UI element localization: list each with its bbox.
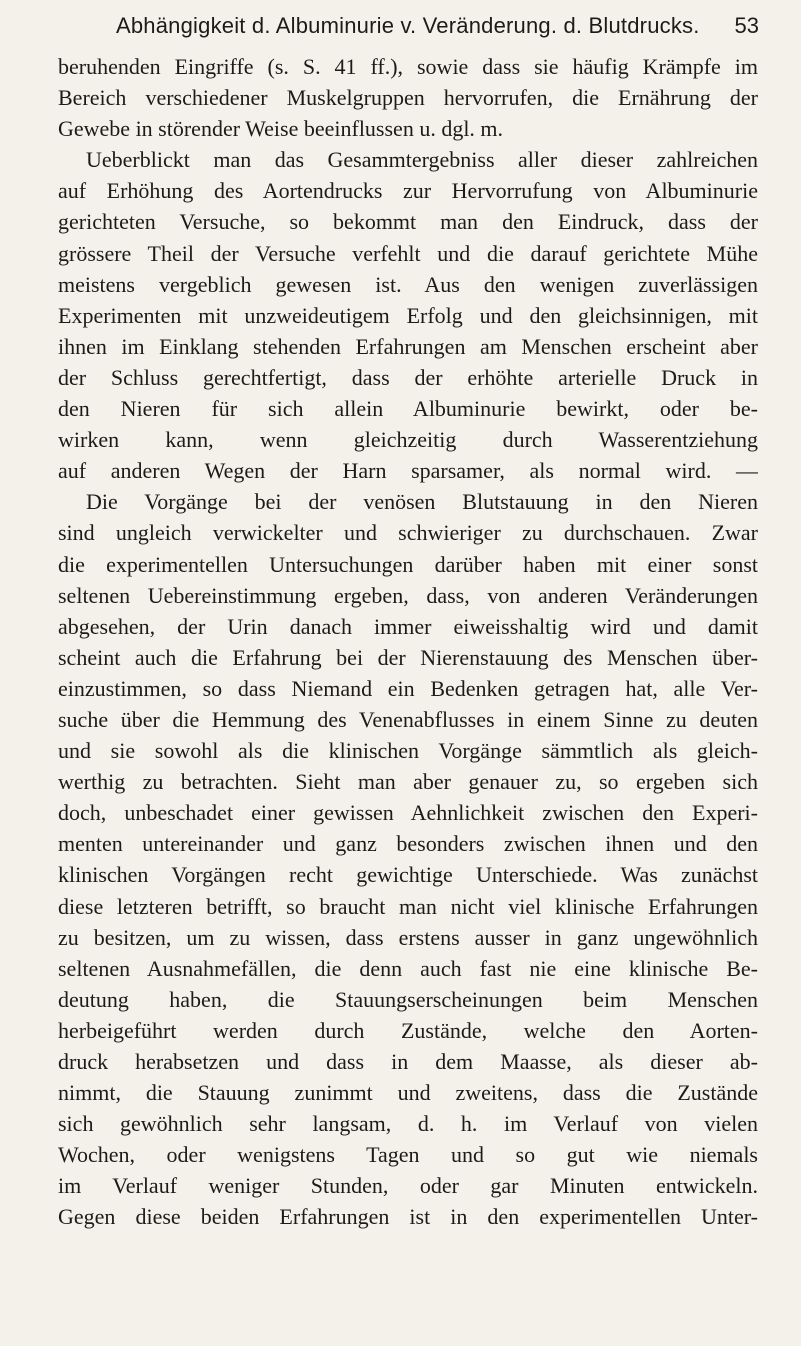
text-line: die experimentellen Untersuchungen darüber haben mit einer sonst xyxy=(58,551,758,577)
text-line: seltenen Ausnahmefällen, die denn auch fast nie eine klinische Be- xyxy=(58,955,758,981)
text-line: sich gewöhnlich sehr langsam, d. h. im Verlauf von vielen xyxy=(58,1111,758,1137)
body-text xyxy=(58,51,758,1233)
text-line: klinischen Vorgängen recht gewichtige Unterschiede. Was zunächst xyxy=(58,862,758,888)
text-line: im Verlauf weniger Stunden, oder gar Minuten entwickeln. xyxy=(58,1173,758,1199)
text-line: Gewebe in störender Weise beeinflussen u. dgl. m. xyxy=(58,116,504,142)
text-line: auf anderen Wegen der Harn sparsamer, als normal wird. — xyxy=(58,458,758,484)
text-line: zu besitzen, um zu wissen, dass erstens ausser in ganz ungewöhnlich xyxy=(58,924,758,950)
text-line: wirken kann, wenn gleichzeitig durch Wasserentziehung xyxy=(58,427,758,453)
text-line: druck herabsetzen und dass in dem Maasse, als dieser ab- xyxy=(58,1049,758,1074)
text-line: deutung haben, die Stauungserscheinungen beim Menschen xyxy=(58,986,758,1012)
text-line: Die Vorgänge bei der venösen Blutstauung in den Nieren xyxy=(86,489,758,515)
text-line: suche über die Hemmung des Venenabflusses in einem Sinne zu deuten xyxy=(58,706,758,732)
text-line: einzustimmen, so dass Niemand ein Bedenken getragen hat, alle Ver- xyxy=(58,675,758,701)
running-head xyxy=(58,7,759,41)
text-line: diese letzteren betrifft, so braucht man nicht viel klinische Erfahrungen xyxy=(58,893,758,919)
text-line: Experimenten mit unzweideutigem Erfolg und den gleichsinnigen, mit xyxy=(58,302,758,328)
text-line: ihnen im Einklang stehenden Erfahrungen am Menschen erscheint aber xyxy=(58,333,758,359)
text-line: und sie sowohl als die klinischen Vorgänge sämmtlich als gleich- xyxy=(58,738,758,764)
text-line: grössere Theil der Versuche verfehlt und die darauf gerichtete Mühe xyxy=(58,240,758,266)
running-title: Abhängigkeit d. Albuminurie v. Veränderung. d. Blutdrucks. xyxy=(116,13,700,38)
text-line: werthig zu betrachten. Sieht man aber genauer zu, so ergeben sich xyxy=(58,769,758,795)
text-line: doch, unbeschadet einer gewissen Aehnlichkeit zwischen den Experi- xyxy=(58,800,758,826)
text-line: beruhenden Eingriffe (s. S. 41 ff.), sowie dass sie häufig Krämpfe im xyxy=(58,54,758,79)
page-number: 53 xyxy=(734,13,759,38)
text-line: abgesehen, der Urin danach immer eiweisshaltig wird und damit xyxy=(58,613,758,639)
text-line: menten untereinander und ganz besonders zwischen ihnen und den xyxy=(58,831,758,857)
text-line: Gegen diese beiden Erfahrungen ist in den experimentellen Unter- xyxy=(58,1204,758,1230)
text-line: herbeigeführt werden durch Zustände, welche den Aorten- xyxy=(58,1017,758,1043)
text-line: den Nieren für sich allein Albuminurie bewirkt, oder be- xyxy=(58,396,758,422)
text-line: auf Erhöhung des Aortendrucks zur Hervorrufung von Albuminurie xyxy=(58,178,758,204)
text-line: sind ungleich verwickelter und schwieriger zu durchschauen. Zwar xyxy=(58,520,758,546)
text-line: Wochen, oder wenigstens Tagen und so gut wie niemals xyxy=(58,1142,758,1168)
text-line: scheint auch die Erfahrung bei der Nierenstauung des Menschen über- xyxy=(58,644,758,670)
text-line: Ueberblickt man das Gesammtergebniss aller dieser zahlreichen xyxy=(86,147,758,173)
text-line: meistens vergeblich gewesen ist. Aus den wenigen zuverlässigen xyxy=(58,271,758,297)
text-line: seltenen Uebereinstimmung ergeben, dass, von anderen Veränderungen xyxy=(58,582,758,608)
text-line: der Schluss gerechtfertigt, dass der erhöhte arterielle Druck in xyxy=(58,364,758,390)
text-line: nimmt, die Stauung zunimmt und zweitens, dass die Zustände xyxy=(58,1080,758,1106)
text-line: Bereich verschiedener Muskelgruppen hervorrufen, die Ernährung der xyxy=(58,85,758,111)
text-line: gerichteten Versuche, so bekommt man den Eindruck, dass der xyxy=(58,209,758,235)
